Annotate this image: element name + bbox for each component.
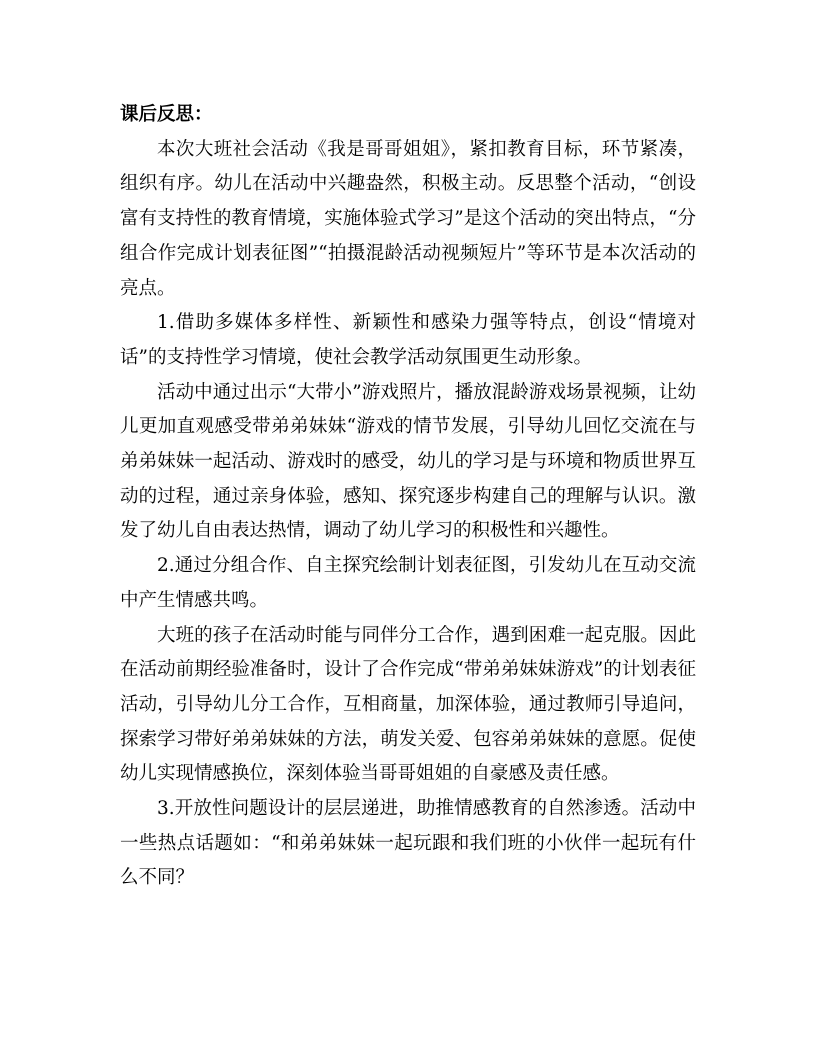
paragraph-point-3: 3.开放性问题设计的层层递进，助推情感教育的自然渗透。活动中一些热点话题如：“和弟弟妹妹一起玩跟和我们班的小伙伴一起玩有什么不同？ [120, 798, 696, 889]
paragraph-point-2-detail: 大班的孩子在活动时能与同伴分工合作，遇到困难一起克服。因此在活动前期经验准备时，设计了合作完成“带弟弟妹妹游戏”的计划表征活动，引导幼儿分工合作，互相商量，加深体验，通过教师引导追问，探索学习带好弟弟妹妹的方法，萌发关爱、包容弟弟妹妹的意愿。促使幼儿实现情感换位，深刻体验当哥哥姐姐的自豪感及责任感。 [120, 624, 696, 785]
paragraph-point-1-detail: 活动中通过出示“大带小”游戏照片，播放混龄游戏场景视频，让幼儿更加直观感受带弟弟妹妹“游戏的情节发展，引导幼儿回忆交流在与弟弟妹妹一起活动、游戏时的感受，幼儿的学习是与环境和物质世界互动的过程，通过亲身体验，感知、探究逐步构建自己的理解与认识。激发了幼儿自由表达热情，调动了幼儿学习的积极性和兴趣性。 [120, 381, 696, 542]
section-heading: 课后反思： [120, 104, 213, 125]
paragraph-point-2: 2.通过分组合作、自主探究绘制计划表征图，引发幼儿在互动交流中产生情感共鸣。 [120, 555, 696, 611]
document-page [120, 98, 696, 896]
paragraph-point-1: 1.借助多媒体多样性、新颖性和感染力强等特点，创设“情境对话”的支持性学习情境，使社会教学活动氛围更生动形象。 [120, 312, 696, 368]
paragraph-intro: 本次大班社会活动《我是哥哥姐姐》，紧扣教育目标，环节紧凑，组织有序。幼儿在活动中兴趣盎然，积极主动。反思整个活动，“创设富有支持性的教育情境，实施体验式学习”是这个活动的突出特点，“分组合作完成计划表征图”“拍摄混龄活动视频短片”等环节是本次活动的亮点。 [120, 138, 696, 299]
